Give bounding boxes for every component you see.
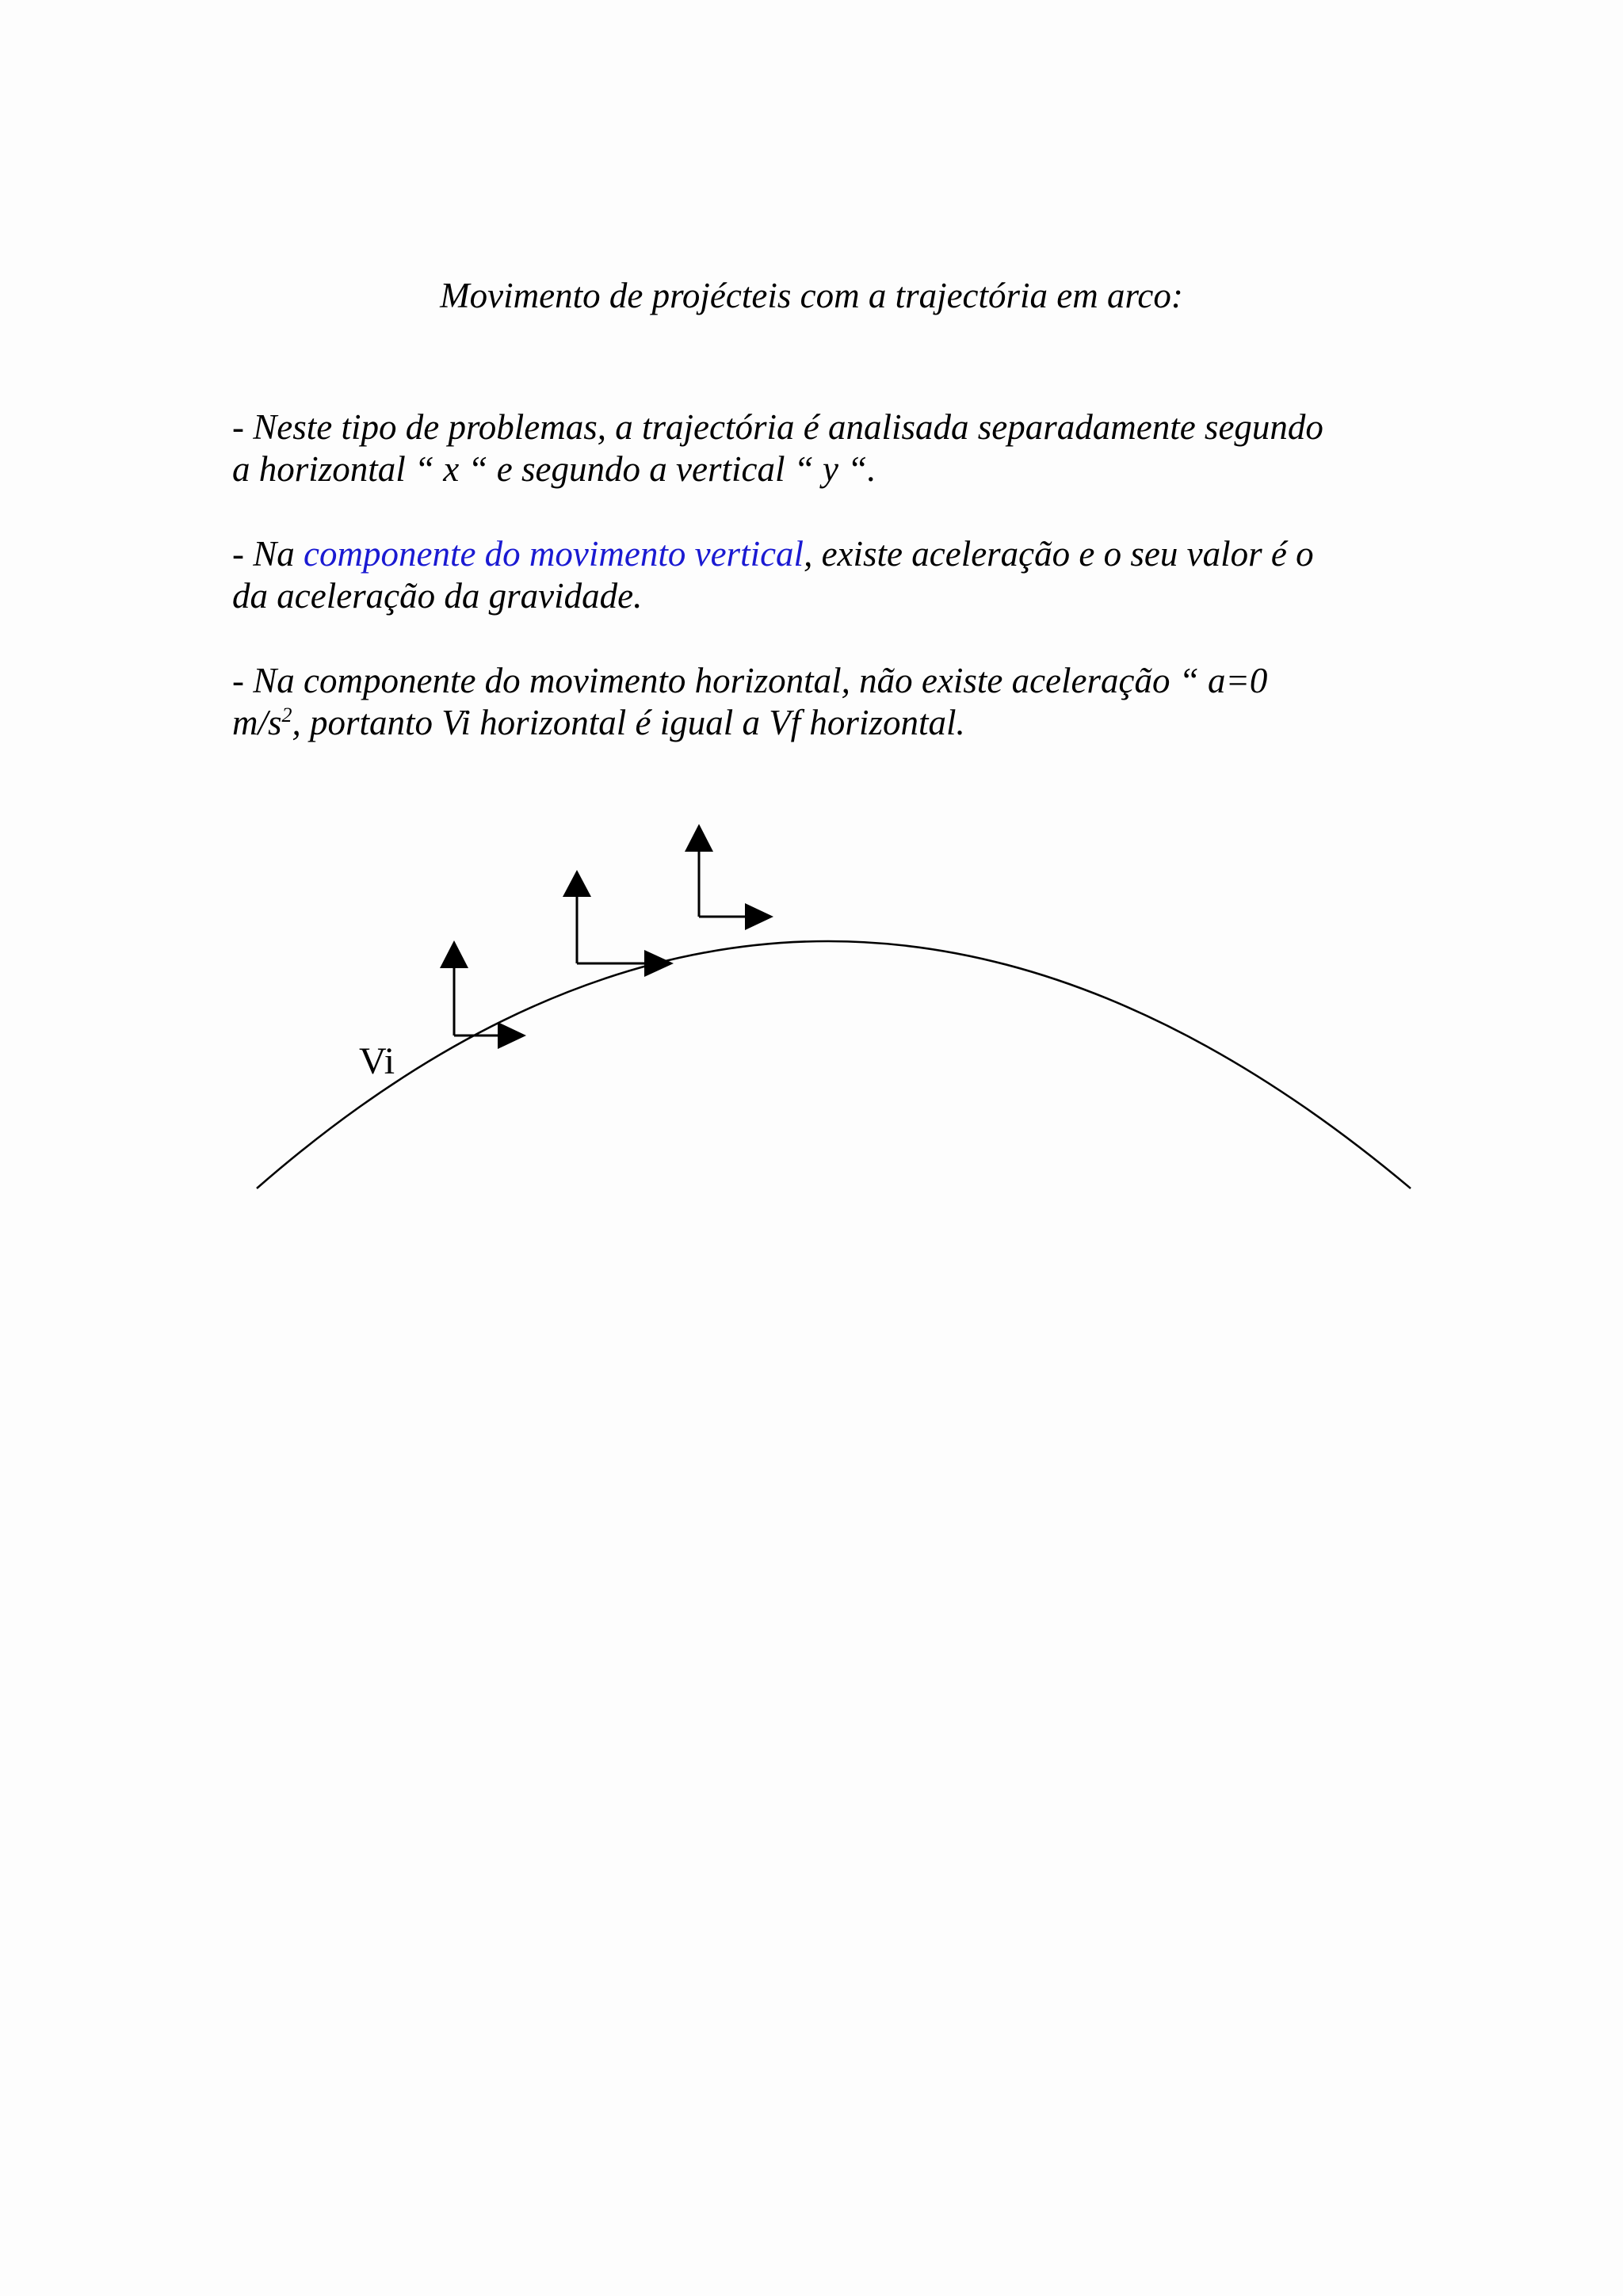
velocity-vectors-3 xyxy=(685,824,773,930)
highlighted-term: componente do movimento vertical xyxy=(304,534,804,574)
vertical-velocity-arrowhead xyxy=(440,940,468,968)
text-run: m/s xyxy=(232,703,282,742)
vertical-velocity-arrowhead xyxy=(563,870,591,897)
horizontal-velocity-arrowhead xyxy=(644,950,674,977)
vertical-velocity-arrowhead xyxy=(685,824,713,852)
page-title: Movimento de projécteis com a trajectória em arco: xyxy=(440,276,1183,315)
paragraph-line: da aceleração da gravidade. xyxy=(232,576,643,616)
superscript: 2 xyxy=(281,704,292,727)
paragraph-line: - Na componente do movimento horizontal, não existe aceleração “ a=0 xyxy=(232,661,1268,700)
trajectory-arc xyxy=(257,941,1411,1188)
text-run: - Na xyxy=(232,534,304,574)
velocity-vectors-2 xyxy=(563,870,674,977)
velocity-vectors-1 xyxy=(440,940,526,1049)
text-run: , portanto Vi horizontal é igual a Vf horizontal. xyxy=(292,703,965,742)
vi-label: Vi xyxy=(359,1040,395,1082)
paragraph-line: a horizontal “ x “ e segundo a vertical “ y “. xyxy=(232,449,876,489)
horizontal-velocity-arrowhead xyxy=(498,1022,526,1049)
paragraph-line: - Neste tipo de problemas, a trajectória é analisada separadamente segundo xyxy=(232,407,1323,447)
horizontal-velocity-arrowhead xyxy=(745,903,773,930)
text-run: , existe aceleração e o seu valor é o xyxy=(804,534,1314,574)
